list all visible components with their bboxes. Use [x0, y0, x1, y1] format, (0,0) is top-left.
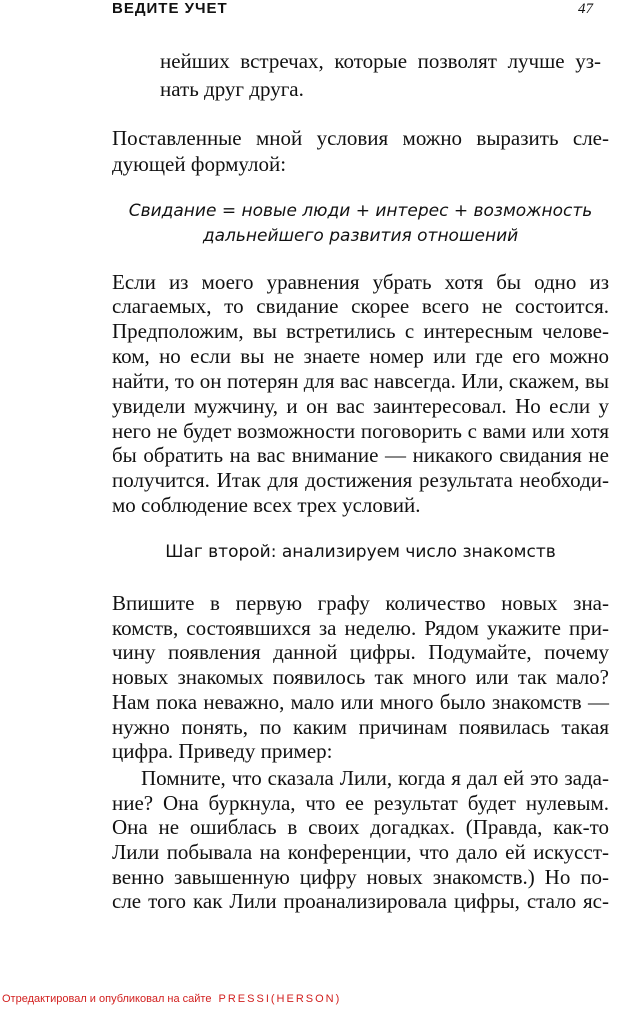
- instruction-line: нужно понять, по каким причинам появилась такая: [112, 715, 609, 739]
- example-line: сле того как Лили проанализировала цифры, стало яс-: [112, 889, 609, 913]
- footer-brand: PRESSI(HERSON): [218, 993, 342, 1005]
- instruction-line: новых знакомых появилось так много или так мало?: [112, 665, 609, 689]
- section-heading: Шаг второй: анализируем число знакомств: [165, 542, 556, 562]
- equation-line: Если из моего уравнения убрать хотя бы одно из: [112, 270, 609, 294]
- page-number: 47: [578, 1, 593, 17]
- instruction-line: комств, состоявшихся за неделю. Рядом укажите при-: [112, 616, 609, 640]
- formula-line: Свидание = новые люди + интерес + возможность: [128, 201, 593, 221]
- example-line: Помните, что сказала Лили, когда я дал ей это зада-: [141, 766, 609, 790]
- equation-line: мо соблюдение всех трех условий.: [112, 493, 421, 517]
- example-line: Лили побывала на конференции, что дало ей искусст-: [112, 840, 609, 864]
- instruction-line: Нам пока неважно, мало или много было знакомств —: [112, 690, 609, 714]
- equation-line: получится. Итак для достижения результата необходи-: [112, 468, 609, 492]
- example-line: венно завышенную цифру новых знакомств.) Но по-: [112, 865, 609, 889]
- conditions-line: дующей формулой:: [112, 152, 287, 176]
- instruction-line: чину появления данной цифры. Подумайте, почему: [112, 640, 609, 664]
- equation-line: увидели мужчину, и он вас заинтересовал. Но если у: [112, 394, 609, 418]
- running-head: ВЕДИТЕ УЧЕТ: [112, 0, 228, 17]
- instruction-line: цифра. Приведу пример:: [112, 739, 333, 763]
- equation-line: найти, то он потерян для вас навсегда. Или, скажем, вы: [112, 369, 609, 393]
- example-line: Она не ошиблась в своих догадках. (Правда, как-то: [112, 815, 609, 839]
- footer-watermark: [2, 993, 341, 1005]
- instruction-line: Впишите в первую графу количество новых зна-: [112, 591, 609, 615]
- formula-line: дальнейшего развития отношений: [202, 226, 519, 246]
- example-line: ние? Она буркнула, что ее результат будет нулевым.: [112, 791, 609, 815]
- equation-line: бы обратить на вас внимание — никакого свидания не: [112, 443, 609, 467]
- equation-line: него не будет возможности поговорить с вами или хотя: [112, 419, 609, 443]
- conditions-line: Поставленные мной условия можно выразить сле-: [112, 126, 609, 150]
- intro-line: нать друг друга.: [160, 77, 304, 101]
- intro-line: нейших встречах, которые позволят лучше уз-: [160, 49, 601, 73]
- equation-line: Предположим, вы встретились с интересным челове-: [112, 319, 609, 343]
- footer-note-text: Отредактировал и опубликовал на сайте: [2, 993, 212, 1005]
- equation-line: ком, но если вы не знаете номер или где его можно: [112, 344, 609, 368]
- equation-line: слагаемых, то свидание скорее всего не состоится.: [112, 294, 609, 318]
